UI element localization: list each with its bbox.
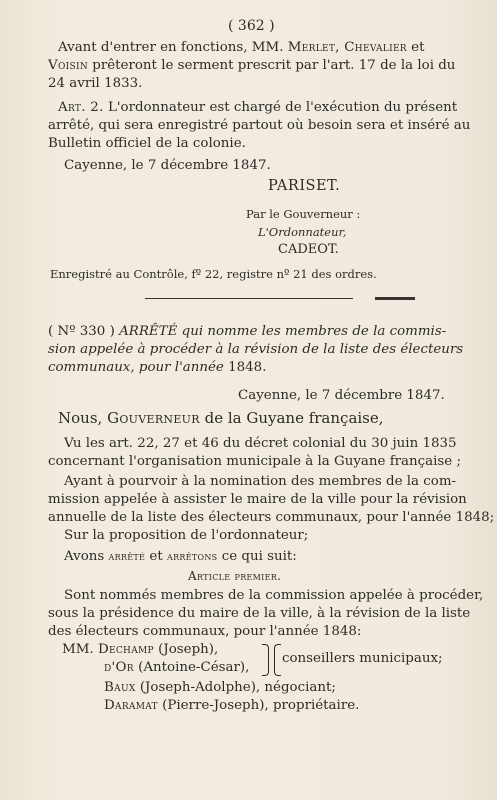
names-merlet-chevalier: Merlet, Chevalier bbox=[287, 40, 407, 55]
name-voisin: Voisin bbox=[48, 58, 88, 73]
sont-line2: sous la présidence du maire de la ville, à la révision de la liste bbox=[48, 606, 471, 621]
para2-line3: Bulletin officiel de la colonie. bbox=[48, 136, 246, 151]
member-2: d'Or (Antoine-César), bbox=[104, 660, 250, 675]
para1-line3: 24 avril 1833. bbox=[48, 76, 143, 91]
vu-line1: Vu les art. 22, 27 et 46 du décret colonial du 30 juin 1835 bbox=[64, 436, 457, 451]
ayant-line2: mission appelée à assister le maire de la ville pour la révision bbox=[48, 492, 467, 507]
member-1: MM. Dechamp (Joseph), bbox=[62, 642, 219, 657]
place-date-2: Cayenne, le 7 décembre 1847. bbox=[238, 388, 445, 403]
title-gouverneur: Gouverneur bbox=[107, 409, 200, 427]
arrete-title-line2: sion appelée à procéder à la révision de la liste des électeurs bbox=[48, 342, 464, 357]
members-brace-open bbox=[274, 644, 281, 676]
member-3: Baux (Joseph-Adolphe), négociant; bbox=[104, 680, 336, 695]
ordonnateur-name: CADEOT. bbox=[278, 242, 339, 257]
vu-line2: concernant l'organisation municipale à la Guyane française ; bbox=[48, 454, 461, 469]
members-brace-close bbox=[262, 644, 269, 676]
para2-line2: arrêté, qui sera enregistré partout où besoin sera et inséré au bbox=[48, 118, 471, 133]
ayant-line1: Ayant à pourvoir à la nomination des membres de la com- bbox=[64, 474, 457, 489]
arrete-title-line3: communaux, pour l'année 1848. bbox=[48, 360, 267, 375]
member-4: Daramat (Pierre-Joseph), propriétaire. bbox=[104, 698, 360, 713]
by-governor: Par le Gouverneur : bbox=[246, 207, 361, 221]
ordonnateur-title: L'Ordonnateur, bbox=[258, 225, 347, 239]
article-label: Art. 2. bbox=[58, 100, 104, 115]
members-role-conseillers: conseillers municipaux; bbox=[282, 651, 443, 666]
para2-line1: Art. 2. L'ordonnateur est chargé de l'exécution du présent bbox=[58, 100, 458, 115]
place-date-1: Cayenne, le 7 décembre 1847. bbox=[64, 158, 271, 173]
separator-rule bbox=[145, 298, 353, 299]
para1-line1: Avant d'entrer en fonctions, MM. Merlet, Chevalier et bbox=[58, 40, 425, 55]
rule-ornament bbox=[375, 297, 415, 300]
article-premier-heading: Article premier. bbox=[188, 569, 282, 583]
nous-line: Nous, Gouverneur de la Guyane française, bbox=[58, 409, 384, 427]
sont-line1: Sont nommés membres de la commission appelée à procéder, bbox=[64, 588, 484, 603]
sur-line: Sur la proposition de l'ordonnateur; bbox=[64, 528, 309, 543]
ayant-line3: annuelle de la liste des électeurs communaux, pour l'année 1848; bbox=[48, 510, 495, 525]
arrete-title-line1: ( Nº 330 ) ARRÊTÉ qui nomme les membres de la commis- bbox=[48, 324, 447, 339]
avons-line: Avons arrêté et arrêtons ce qui suit: bbox=[64, 549, 297, 564]
registration-note: Enregistré au Contrôle, fº 22, registre nº 21 des ordres. bbox=[50, 267, 377, 281]
para1-line2: Voisin prêteront le serment prescrit par l'art. 17 de la loi du bbox=[48, 58, 456, 73]
signer-pariset: PARISET. bbox=[268, 178, 341, 194]
sont-line3: des électeurs communaux, pour l'année 1848: bbox=[48, 624, 362, 639]
page-number: ( 362 ) bbox=[228, 18, 275, 34]
arrete-number: ( Nº 330 ) bbox=[48, 324, 115, 339]
